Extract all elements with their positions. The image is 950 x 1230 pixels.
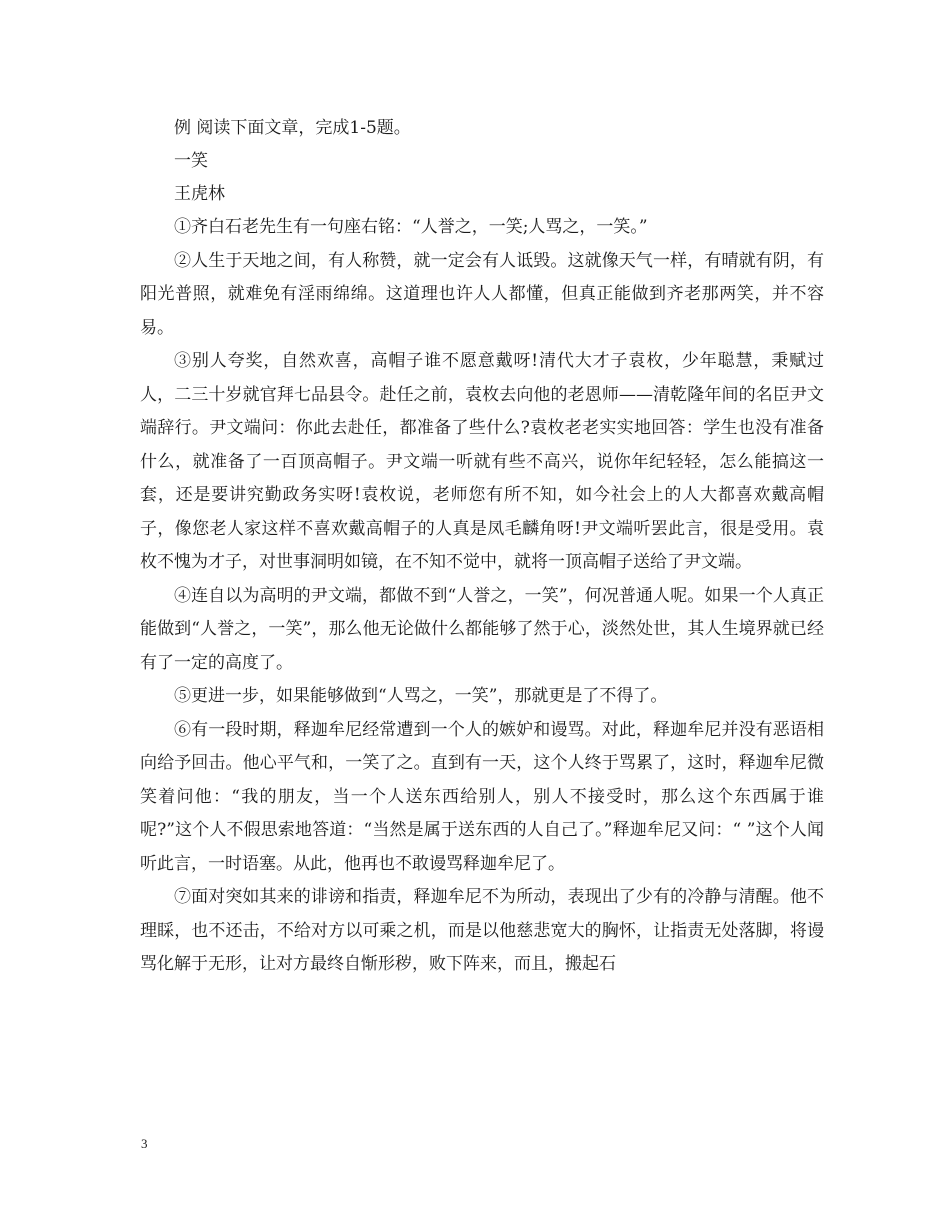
document-page	[140, 112, 824, 982]
paragraph-4: ④连自以为高明的尹文端，都做不到“人誉之，一笑”，何况普通人呢。如果一个人真正能做到“人誉之，一笑”，那么他无论做什么都能够了然于心，淡然处世，其人生境界就已经有了一定的高度了。	[140, 585, 824, 673]
paragraph-5: ⑤更进一步，如果能够做到“人骂之，一笑”，那就更是了不得了。	[174, 686, 668, 706]
paragraph-6: ⑥有一段时期，释迦牟尼经常遭到一个人的嫉妒和谩骂。对此，释迦牟尼并没有恶语相向给予回击。他心平气和，一笑了之。直到有一天，这个人终于骂累了，这时，释迦牟尼微笑着问他：“我的朋友，当一个人送东西给别人，别人不接受时，那么这个东西属于谁呢?”这个人不假思索地答道：“当然是属于送东西的人自己了。”释迦牟尼又问：“ ”这个人闻听此言，一时语塞。从此，他再也不敢谩骂释迦牟尼了。	[140, 719, 824, 874]
paragraph-2: ②人生于天地之间，有人称赞，就一定会有人诋毁。这就像天气一样，有晴就有阴，有阳光普照，就难免有淫雨绵绵。这道理也许人人都懂，但真正能做到齐老那两笑，并不容易。	[140, 250, 824, 338]
page-number: 3	[141, 1136, 148, 1151]
paragraph-1: ①齐白石老先生有一句座右铭：“人誉之，一笑;人骂之，一笑。”	[174, 217, 648, 237]
paragraph-3: ③别人夸奖，自然欢喜，高帽子谁不愿意戴呀!清代大才子袁枚，少年聪慧，秉赋过人，二三十岁就官拜七品县令。赴任之前，袁枚去向他的老恩师——清乾隆年间的名臣尹文端辞行。尹文端问：你此去赴任，都准备了些什么?袁枚老老实实地回答：学生也没有准备什么，就准备了一百顶高帽子。尹文端一听就有些不高兴，说你年纪轻轻，怎么能搞这一套，还是要讲究勤政务实呀!袁枚说，老师您有所不知，如今社会上的人大都喜欢戴高帽子，像您老人家这样不喜欢戴高帽子的人真是凤毛麟角呀!尹文端听罢此言，很是受用。袁枚不愧为才子，对世事洞明如镜，在不知不觉中，就将一顶高帽子送给了尹文端。	[140, 351, 824, 572]
article-title: 一笑	[174, 151, 208, 171]
paragraph-7: ⑦面对突如其来的诽谤和指责，释迦牟尼不为所动，表现出了少有的冷静与清醒。他不理睬，也不还击，不给对方以可乘之机，而是以他慈悲宽大的胸怀，让指责无处落脚，将谩骂化解于无形，让对方最终自惭形秽，败下阵来，而且，搬起石	[140, 887, 824, 974]
instruction-line: 例 阅读下面文章，完成1-5题。	[174, 118, 411, 138]
article-author: 王虎林	[174, 184, 225, 204]
